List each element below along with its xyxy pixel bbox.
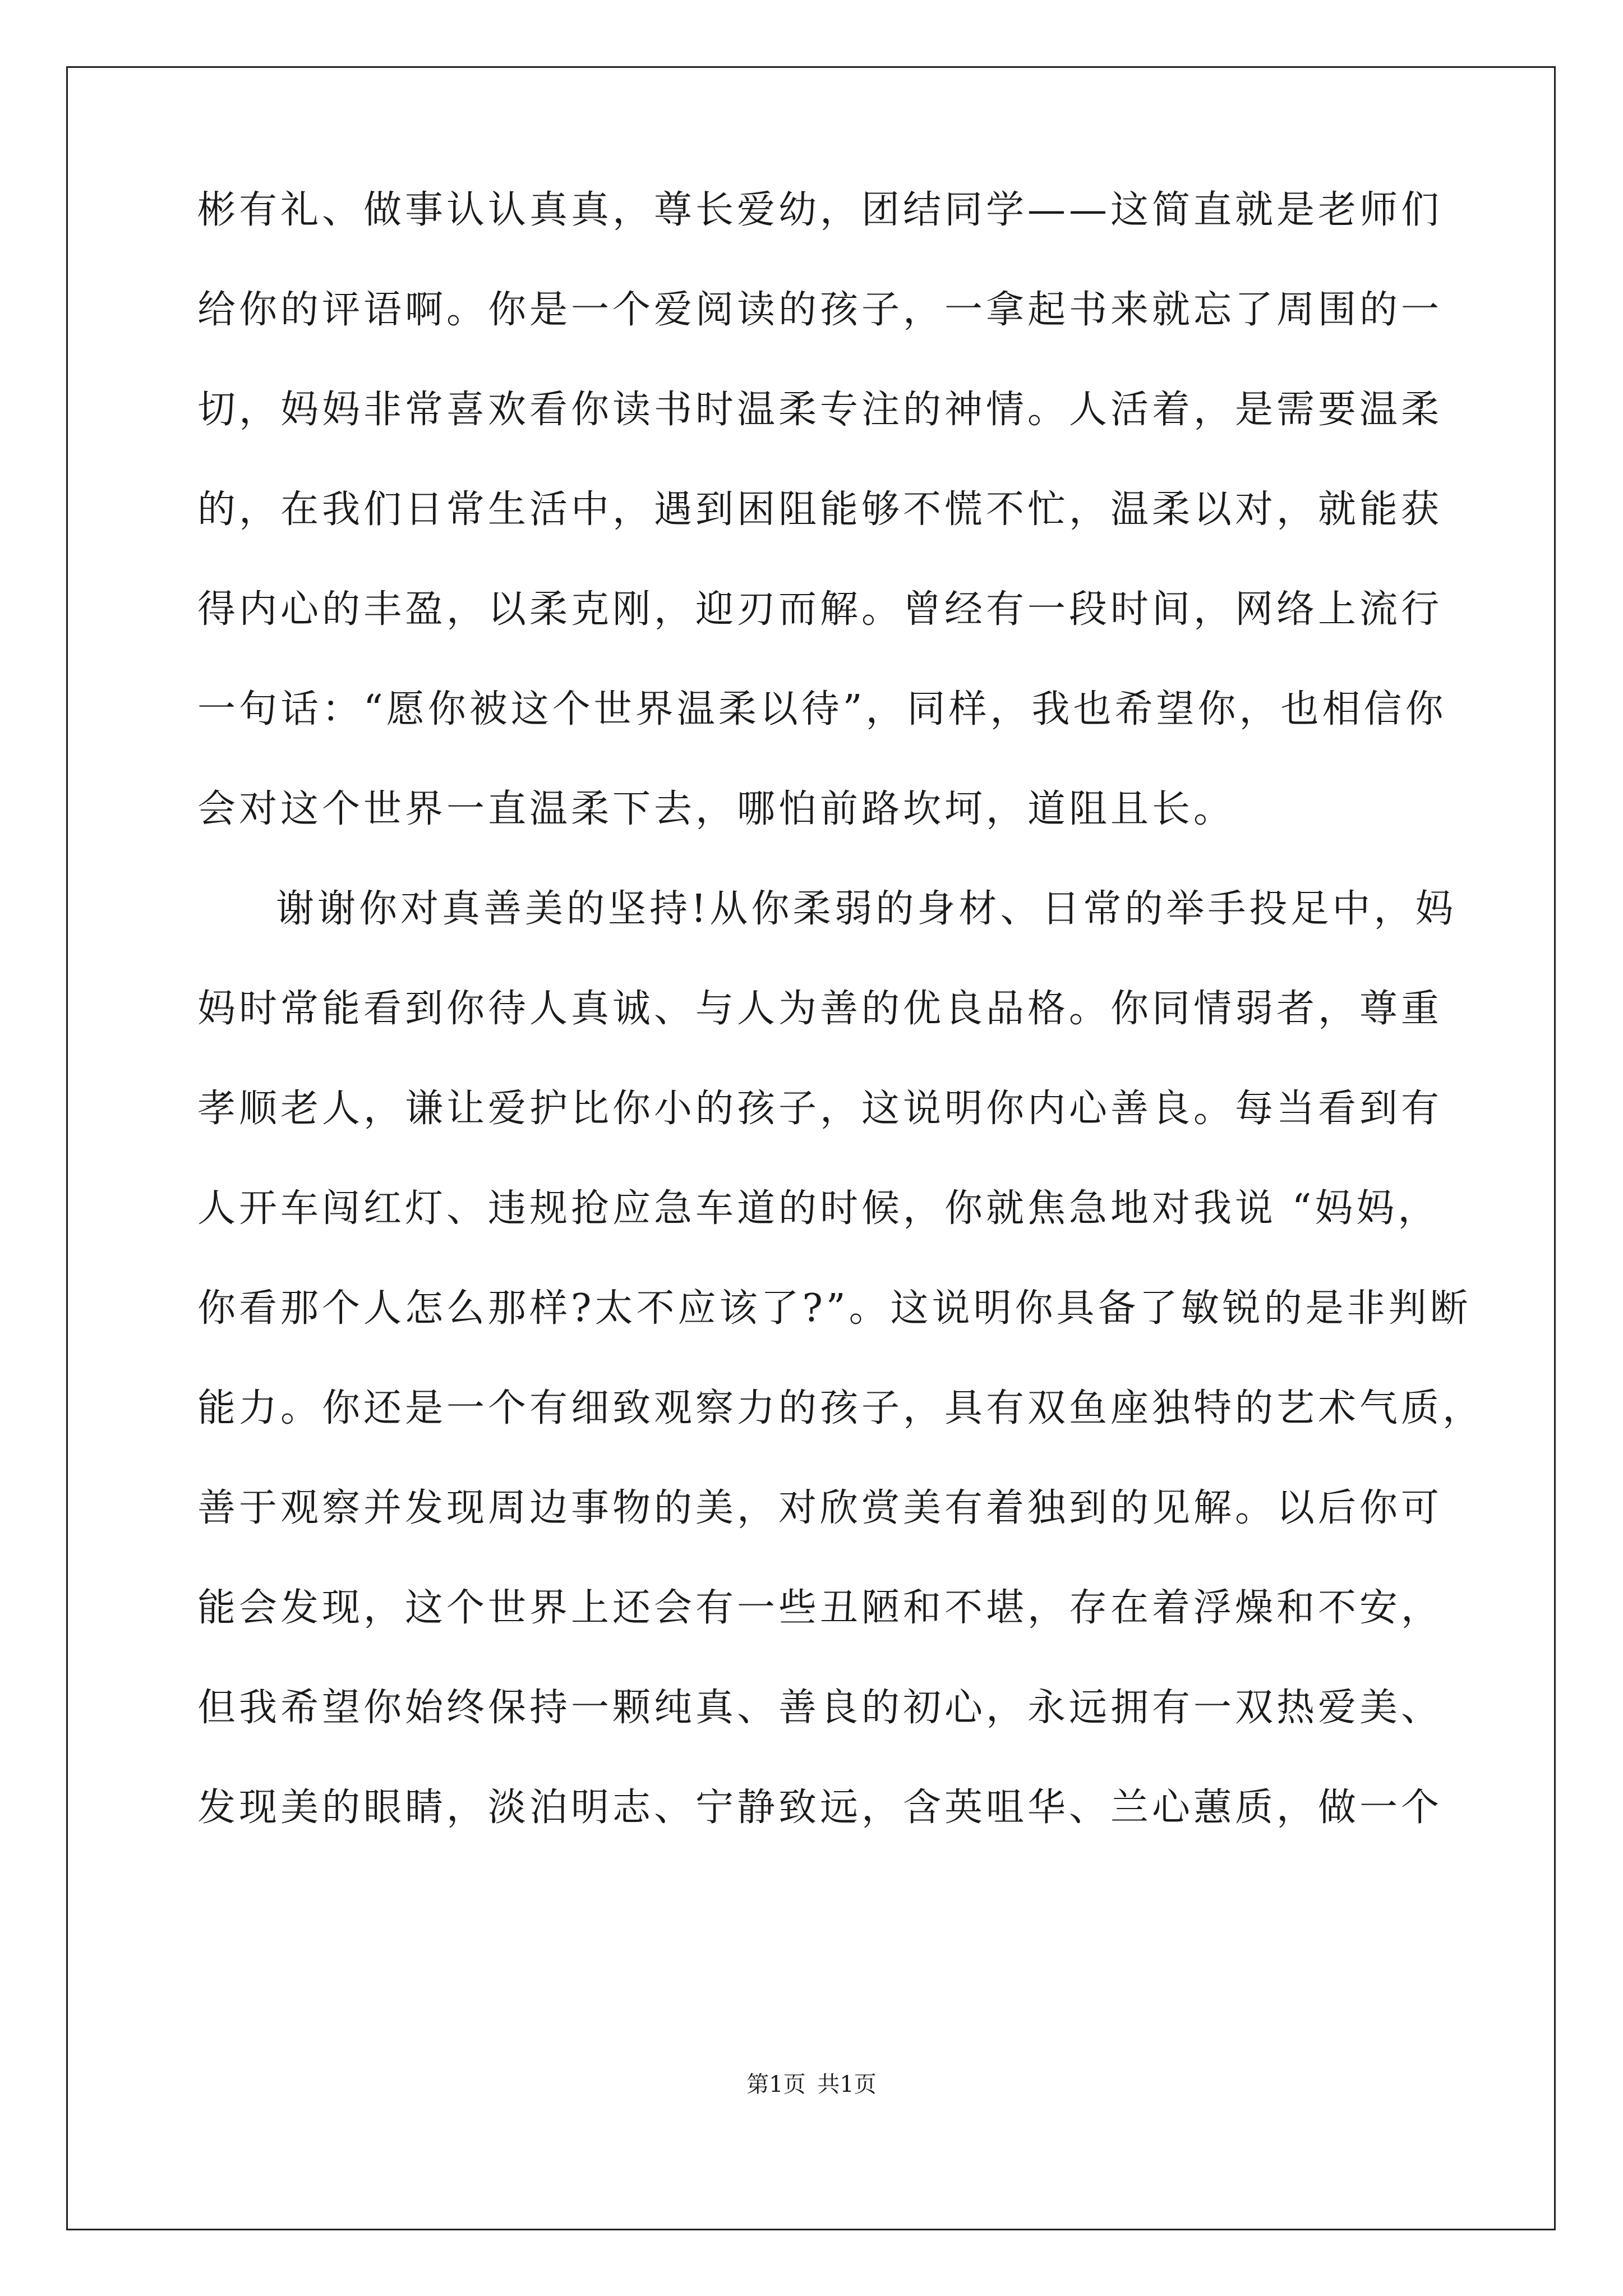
text-line: 切，妈妈非常喜欢看你读书时温柔专注的神情。人活着，是需要温柔 (197, 388, 1443, 432)
text-line: 一句话：“愿你被这个世界温柔以待”，同样，我也希望你，也相信你 (197, 687, 1447, 731)
text-line: 给你的评语啊。你是一个爱阅读的孩子，一拿起书来就忘了周围的一 (197, 288, 1443, 332)
text-line: 善于观察并发现周边事物的美，对欣赏美有着独到的见解。以后你可 (197, 1486, 1443, 1530)
text-line: 能会发现，这个世界上还会有一些丑陋和不堪，存在着浮燥和不安， (197, 1586, 1443, 1630)
page-footer: 第1页 共1页 (746, 2072, 877, 2097)
text-line: 发现美的眼睛，淡泊明志、宁静致远，含英咀华、兰心蕙质，做一个 (197, 1786, 1443, 1830)
text-line: 人开车闯红灯、违规抢应急车道的时候，你就焦急地对我说 “妈妈， (197, 1186, 1440, 1231)
text-line: 会对这个世界一直温柔下去，哪怕前路坎坷，道阻且长。 (197, 787, 1235, 831)
paragraph-first-line: 谢谢你对真善美的坚持!从你柔弱的身材、日常的举手投足中，妈 (276, 887, 1457, 931)
text-line: 的，在我们日常生活中，遇到困阻能够不慌不忙，温柔以对，就能获 (197, 487, 1443, 532)
text-line: 妈时常能看到你待人真诚、与人为善的优良品格。你同情弱者，尊重 (197, 987, 1443, 1031)
text-line: 得内心的丰盈，以柔克刚，迎刃而解。曾经有一段时间，网络上流行 (197, 587, 1443, 632)
text-line: 你看那个人怎么那样?太不应该了?”。这说明你具备了敏锐的是非判断 (197, 1286, 1472, 1331)
text-line: 孝顺老人，谦让爱护比你小的孩子，这说明你内心善良。每当看到有 (197, 1087, 1443, 1131)
text-line: 但我希望你始终保持一颗纯真、善良的初心，永远拥有一双热爱美、 (197, 1686, 1443, 1730)
text-line: 能力。你还是一个有细致观察力的孩子，具有双鱼座独特的艺术气质， (197, 1386, 1484, 1430)
text-line: 彬有礼、做事认认真真，尊长爱幼，团结同学——这简直就是老师们 (197, 188, 1443, 232)
